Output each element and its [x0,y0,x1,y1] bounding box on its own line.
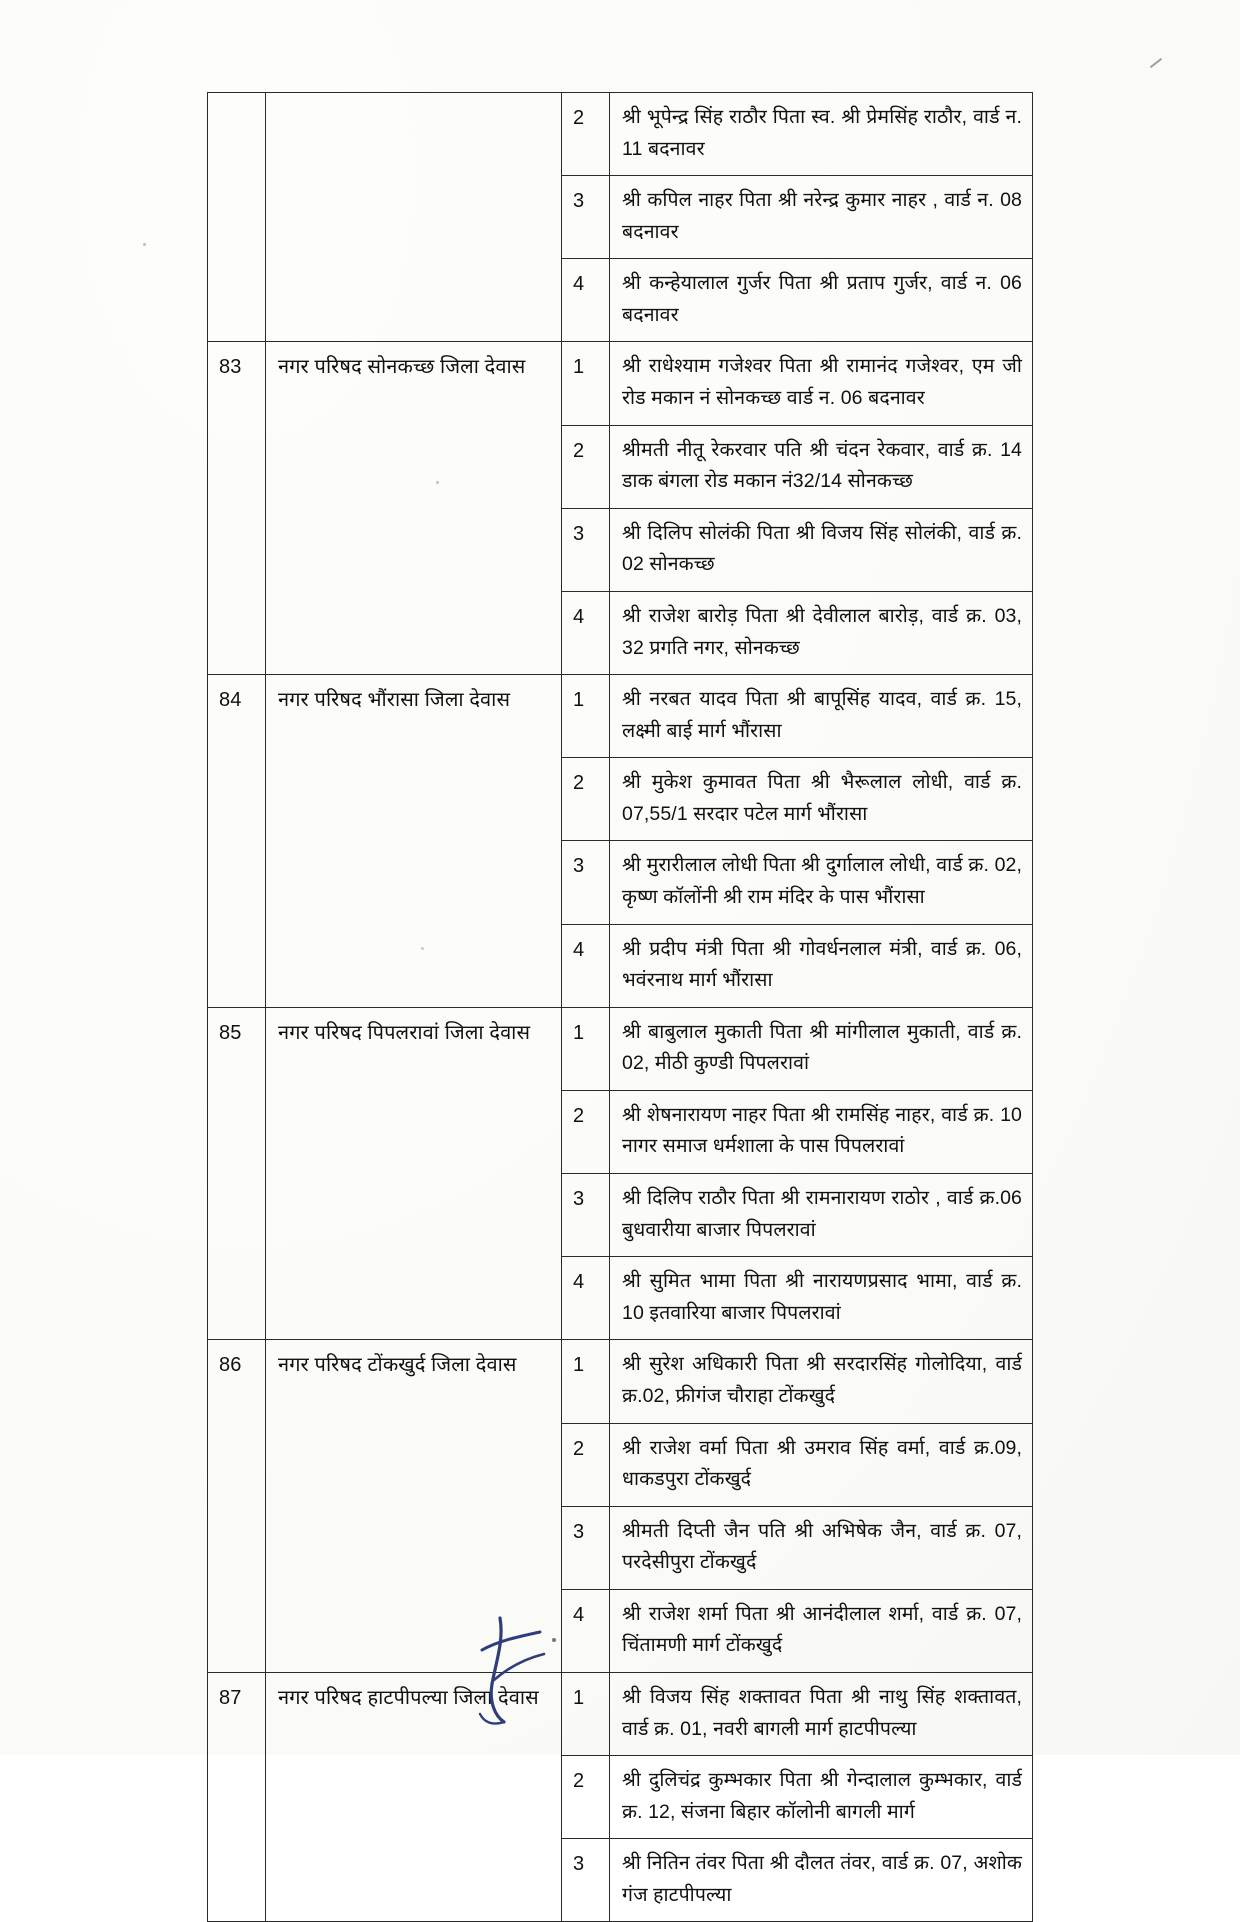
body-name-cell: नगर परिषद पिपलरावां जिला देवास [266,1007,562,1340]
table-row [208,342,1033,425]
serial-number-cell: 85 [208,1007,266,1340]
table-row [208,675,1033,758]
scan-speck [143,243,146,246]
member-detail-cell: श्री सुमित भामा पिता श्री नारायणप्रसाद भामा, वार्ड क्र. 10 इतवारिया बाजार पिपलरावां [610,1257,1033,1340]
body-name-cell: नगर परिषद हाटपीपल्या जिला देवास [266,1672,562,1921]
ink-dot [552,1638,556,1642]
member-index-cell: 3 [562,841,610,924]
scan-artifact-corner-tick [1150,58,1162,68]
member-detail-cell: श्री कपिल नाहर पिता श्री नरेन्द्र कुमार नाहर , वार्ड न. 08 बदनावर [610,176,1033,259]
member-detail-cell: श्री राजेश वर्मा पिता श्री उमराव सिंह वर्मा, वार्ड क्र.09, धाकडपुरा टोंकखुर्द [610,1423,1033,1506]
serial-number-cell-continued [208,93,266,342]
member-index-cell: 2 [562,1090,610,1173]
member-index-cell: 1 [562,675,610,758]
body-name-cell: नगर परिषद सोनकच्छ जिला देवास [266,342,562,675]
serial-number-cell: 87 [208,1672,266,1921]
table-row [208,1672,1033,1755]
table-row [208,1340,1033,1423]
member-detail-cell: श्री विजय सिंह शक्तावत पिता श्री नाथु सिंह शक्तावत, वार्ड क्र. 01, नवरी बागली मार्ग हाटपीपल्या [610,1672,1033,1755]
member-index-cell: 2 [562,1756,610,1839]
table-row [208,1007,1033,1090]
serial-number-cell: 83 [208,342,266,675]
body-name-cell-continued [266,93,562,342]
member-detail-cell: श्री कन्हेयालाल गुर्जर पिता श्री प्रताप गुर्जर, वार्ड न. 06 बदनावर [610,259,1033,342]
member-index-cell: 4 [562,924,610,1007]
member-detail-cell: श्रीमती नीतू रेकरवार पति श्री चंदन रेकवार, वार्ड क्र. 14 डाक बंगला रोड मकान नं32/14 सोनकच्छ [610,425,1033,508]
serial-number-cell: 86 [208,1340,266,1673]
member-detail-cell: श्री भूपेन्द्र सिंह राठौर पिता स्व. श्री प्रेमसिंह राठौर, वार्ड न. 11 बदनावर [610,93,1033,176]
member-index-cell: 3 [562,1174,610,1257]
member-index-cell: 3 [562,176,610,259]
serial-number-cell: 84 [208,675,266,1008]
member-detail-cell: श्री शेषनारायण नाहर पिता श्री रामसिंह नाहर, वार्ड क्र. 10 नागर समाज धर्मशाला के पास पिपलरावां [610,1090,1033,1173]
member-detail-cell: श्री नरबत यादव पिता श्री बापूसिंह यादव, वार्ड क्र. 15, लक्ष्मी बाई मार्ग भौंरासा [610,675,1033,758]
member-detail-cell: श्री बाबुलाल मुकाती पिता श्री मांगीलाल मुकाती, वार्ड क्र. 02, मीठी कुण्डी पिपलरावां [610,1007,1033,1090]
member-index-cell: 4 [562,591,610,674]
member-detail-cell: श्री मुकेश कुमावत पिता श्री भैरूलाल लोधी, वार्ड क्र. 07,55/1 सरदार पटेल मार्ग भौंरासा [610,758,1033,841]
member-detail-cell: श्री दिलिप राठौर पिता श्री रामनारायण राठोर , वार्ड क्र.06 बुधवारीया बाजार पिपलरावां [610,1174,1033,1257]
member-index-cell: 3 [562,1506,610,1589]
member-detail-cell: श्रीमती दिप्ती जैन पति श्री अभिषेक जैन, वार्ड क्र. 07, परदेसीपुरा टोंकखुर्द [610,1506,1033,1589]
member-index-cell: 2 [562,93,610,176]
member-index-cell: 4 [562,1257,610,1340]
member-index-cell: 1 [562,1007,610,1090]
member-detail-cell: श्री सुरेश अधिकारी पिता श्री सरदारसिंह गोलोदिया, वार्ड क्र.02, फ्रीगंज चौराहा टोंकखुर्द [610,1340,1033,1423]
member-detail-cell: श्री दुलिचंद्र कुम्भकार पिता श्री गेन्दालाल कुम्भकार, वार्ड क्र. 12, संजना बिहार कॉलोनी बागली मार्ग [610,1756,1033,1839]
member-index-cell: 3 [562,1839,610,1922]
member-index-cell: 4 [562,1589,610,1672]
member-detail-cell: श्री दिलिप सोलंकी पिता श्री विजय सिंह सोलंकी, वार्ड क्र. 02 सोनकच्छ [610,508,1033,591]
body-name-cell: नगर परिषद भौंरासा जिला देवास [266,675,562,1008]
member-detail-cell: श्री मुरारीलाल लोधी पिता श्री दुर्गालाल लोधी, वार्ड क्र. 02, कृष्ण कॉलोंनी श्री राम मंदिर के पास भौंरासा [610,841,1033,924]
member-index-cell: 3 [562,508,610,591]
member-index-cell: 1 [562,342,610,425]
member-index-cell: 1 [562,1340,610,1423]
member-index-cell: 2 [562,1423,610,1506]
member-index-cell: 2 [562,758,610,841]
member-index-cell: 2 [562,425,610,508]
table-row [208,93,1033,176]
member-detail-cell: श्री राधेश्याम गजेश्वर पिता श्री रामानंद गजेश्वर, एम जी रोड मकान नं सोनकच्छ वार्ड न. 06 बदनावर [610,342,1033,425]
body-name-cell: नगर परिषद टोंकखुर्द जिला देवास [266,1340,562,1673]
member-detail-cell: श्री प्रदीप मंत्री पिता श्री गोवर्धनलाल मंत्री, वार्ड क्र. 06, भवंरनाथ मार्ग भौंरासा [610,924,1033,1007]
member-detail-cell: श्री नितिन तंवर पिता श्री दौलत तंवर, वार्ड क्र. 07, अशोक गंज हाटपीपल्या [610,1839,1033,1922]
member-detail-cell: श्री राजेश बारोड़ पिता श्री देवीलाल बारोड़, वार्ड क्र. 03, 32 प्रगति नगर, सोनकच्छ [610,591,1033,674]
nominee-table [207,92,1033,1922]
member-detail-cell: श्री राजेश शर्मा पिता श्री आनंदीलाल शर्मा, वार्ड क्र. 07, चिंतामणी मार्ग टोंकखुर्द [610,1589,1033,1672]
member-index-cell: 1 [562,1672,610,1755]
nominee-table-body [208,93,1033,1922]
member-index-cell: 4 [562,259,610,342]
